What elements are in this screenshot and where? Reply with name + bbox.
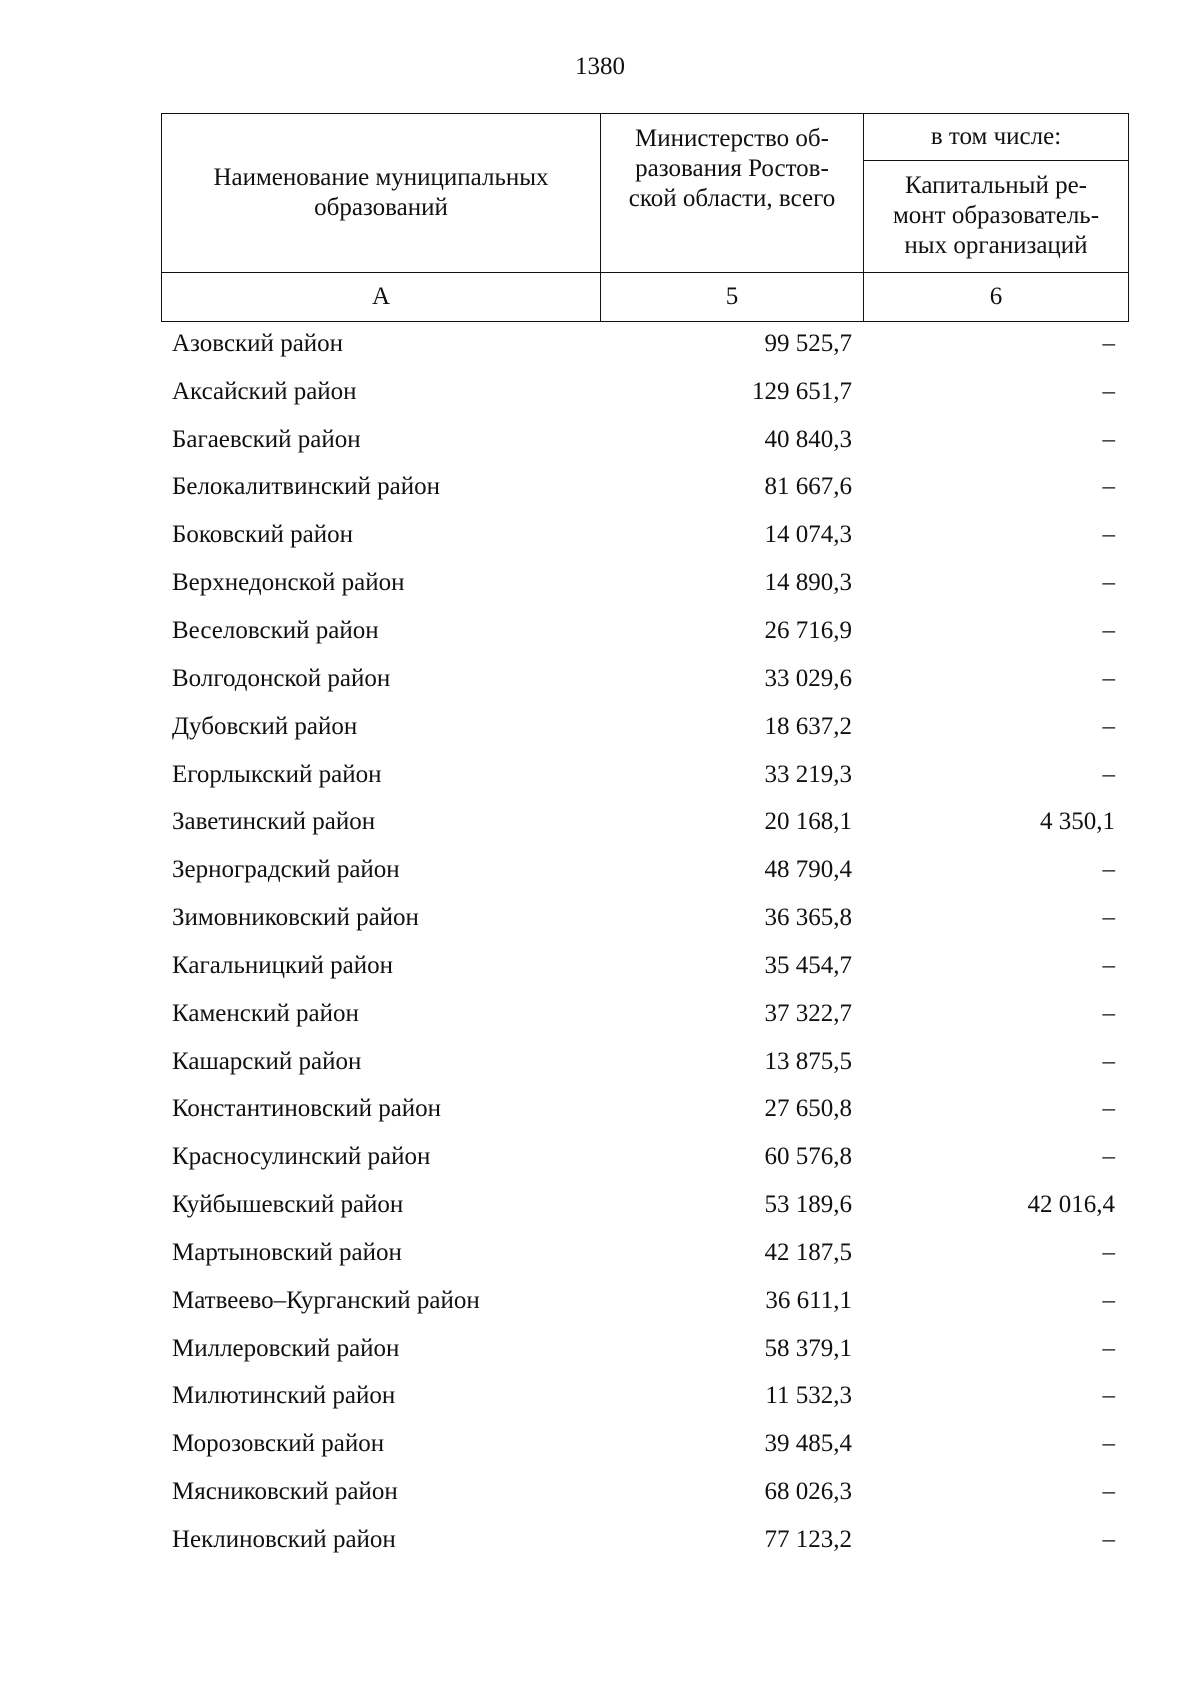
capital-repair-cell: –	[1102, 1382, 1115, 1410]
table-row	[161, 1373, 1128, 1421]
header-ministry-line-3: ской области, всего	[628, 185, 836, 212]
header-ministry-line-1: Министерство об-	[635, 125, 829, 152]
table-row	[161, 416, 1128, 464]
capital-repair-cell: 4 350,1	[1040, 808, 1115, 836]
ministry-total-cell: 14 890,3	[764, 569, 852, 597]
table-row	[161, 559, 1128, 607]
capital-repair-cell: –	[1102, 712, 1115, 740]
municipality-name-cell: Милютинский район	[172, 1382, 396, 1410]
ministry-total-cell: 58 379,1	[764, 1334, 852, 1362]
ministry-total-cell: 39 485,4	[764, 1430, 852, 1458]
table-row	[161, 1516, 1128, 1564]
table-row	[161, 990, 1128, 1038]
capital-repair-cell: –	[1102, 1238, 1115, 1266]
table-row	[161, 894, 1128, 942]
capital-repair-cell: 42 016,4	[1027, 1191, 1115, 1219]
municipality-name-cell: Багаевский район	[172, 425, 361, 453]
municipality-name-cell: Кашарский район	[172, 1047, 362, 1075]
table-header	[161, 113, 1129, 322]
table-row	[161, 607, 1128, 655]
municipality-name-cell: Аксайский район	[172, 377, 357, 405]
header-capital-line-1: Капитальный ре-	[904, 172, 1088, 200]
municipality-name-cell: Мясниковский район	[172, 1478, 398, 1506]
page-number: 1380	[575, 53, 625, 80]
header-municipality-name: Наименование муниципальных образований	[162, 114, 601, 273]
table-row	[161, 798, 1128, 846]
header-capital-repair	[864, 160, 1129, 272]
table-row	[161, 1325, 1128, 1373]
capital-repair-cell: –	[1102, 1286, 1115, 1314]
ministry-total-cell: 33 219,3	[764, 760, 852, 788]
capital-repair-cell: –	[1102, 1095, 1115, 1123]
table-body	[161, 320, 1128, 1564]
ministry-total-cell: 48 790,4	[764, 856, 852, 884]
header-including: в том числе:	[864, 114, 1129, 161]
municipality-name-cell: Куйбышевский район	[172, 1191, 404, 1219]
capital-repair-cell: –	[1102, 473, 1115, 501]
capital-repair-cell: –	[1102, 904, 1115, 932]
municipality-name-cell: Азовский район	[172, 329, 344, 357]
ministry-total-cell: 81 667,6	[764, 473, 852, 501]
table-row	[161, 464, 1128, 512]
capital-repair-cell: –	[1102, 1143, 1115, 1171]
ministry-total-cell: 14 074,3	[764, 521, 852, 549]
table-row	[161, 1229, 1128, 1277]
capital-repair-cell: –	[1102, 999, 1115, 1027]
capital-repair-cell: –	[1102, 856, 1115, 884]
table-row	[161, 1420, 1128, 1468]
municipality-name-cell: Миллеровский район	[172, 1334, 400, 1362]
capital-repair-cell: –	[1102, 951, 1115, 979]
table-row	[161, 1468, 1128, 1516]
header-code-5: 5	[601, 273, 864, 322]
ministry-total-cell: 36 611,1	[765, 1286, 852, 1314]
capital-repair-cell: –	[1102, 1478, 1115, 1506]
table-row	[161, 703, 1128, 751]
capital-repair-cell: –	[1102, 760, 1115, 788]
ministry-total-cell: 33 029,6	[764, 664, 852, 692]
header-code-a: А	[162, 273, 601, 322]
capital-repair-cell: –	[1102, 1430, 1115, 1458]
municipality-name-cell: Зимовниковский район	[172, 904, 419, 932]
ministry-total-cell: 77 123,2	[764, 1526, 852, 1554]
table-row	[161, 942, 1128, 990]
municipality-name-cell: Зерноградский район	[172, 856, 400, 884]
header-capital-line-3: ных организаций	[904, 232, 1088, 260]
capital-repair-cell: –	[1102, 377, 1115, 405]
table-row	[161, 511, 1128, 559]
ministry-total-cell: 18 637,2	[764, 712, 852, 740]
header-code-6: 6	[864, 273, 1129, 322]
municipality-name-cell: Боковский район	[172, 521, 353, 549]
municipality-name-cell: Константиновский район	[172, 1095, 442, 1123]
municipality-name-cell: Матвеево–Курганский район	[172, 1286, 480, 1314]
municipality-name-cell: Каменский район	[172, 999, 359, 1027]
municipality-name-cell: Верхнедонской район	[172, 569, 405, 597]
table-row	[161, 1038, 1128, 1086]
ministry-total-cell: 11 532,3	[765, 1382, 852, 1410]
capital-repair-cell: –	[1102, 569, 1115, 597]
municipality-name-cell: Кагальницкий район	[172, 951, 394, 979]
ministry-total-cell: 35 454,7	[764, 951, 852, 979]
municipality-name-cell: Белокалитвинский район	[172, 473, 440, 501]
municipality-name-cell: Заветинский район	[172, 808, 376, 836]
municipality-name-cell: Морозовский район	[172, 1430, 385, 1458]
municipality-name-cell: Красносулинский район	[172, 1143, 431, 1171]
ministry-total-cell: 60 576,8	[764, 1143, 852, 1171]
ministry-total-cell: 99 525,7	[764, 329, 852, 357]
ministry-total-cell: 36 365,8	[764, 904, 852, 932]
capital-repair-cell: –	[1102, 425, 1115, 453]
table-row	[161, 655, 1128, 703]
capital-repair-cell: –	[1102, 616, 1115, 644]
ministry-total-cell: 26 716,9	[764, 616, 852, 644]
table-row	[161, 1086, 1128, 1134]
table-row	[161, 1277, 1128, 1325]
ministry-total-cell: 27 650,8	[764, 1095, 852, 1123]
header-capital-line-2: монт образователь-	[892, 202, 1100, 230]
municipality-name-cell: Неклиновский район	[172, 1526, 396, 1554]
ministry-total-cell: 37 322,7	[764, 999, 852, 1027]
municipality-name-cell: Волгодонской район	[172, 664, 391, 692]
municipality-name-cell: Дубовский район	[172, 712, 358, 740]
table-row	[161, 320, 1128, 368]
municipality-name-cell: Мартыновский район	[172, 1238, 402, 1266]
ministry-total-cell: 13 875,5	[764, 1047, 852, 1075]
ministry-total-cell: 42 187,5	[764, 1238, 852, 1266]
ministry-total-cell: 53 189,6	[764, 1191, 852, 1219]
ministry-total-cell: 68 026,3	[764, 1478, 852, 1506]
capital-repair-cell: –	[1102, 1526, 1115, 1554]
header-ministry-line-2: разования Ростов-	[635, 155, 829, 182]
municipality-name-cell: Егорлыкский район	[172, 760, 382, 788]
ministry-total-cell: 129 651,7	[752, 377, 852, 405]
table-row	[161, 368, 1128, 416]
table-row	[161, 1181, 1128, 1229]
header-ministry-total	[601, 114, 864, 273]
table-row	[161, 846, 1128, 894]
table-row	[161, 1133, 1128, 1181]
capital-repair-cell: –	[1102, 1334, 1115, 1362]
capital-repair-cell: –	[1102, 1047, 1115, 1075]
ministry-total-cell: 40 840,3	[764, 425, 852, 453]
municipality-name-cell: Веселовский район	[172, 616, 379, 644]
capital-repair-cell: –	[1102, 521, 1115, 549]
ministry-total-cell: 20 168,1	[764, 808, 852, 836]
capital-repair-cell: –	[1102, 664, 1115, 692]
table-row	[161, 751, 1128, 799]
capital-repair-cell: –	[1102, 329, 1115, 357]
